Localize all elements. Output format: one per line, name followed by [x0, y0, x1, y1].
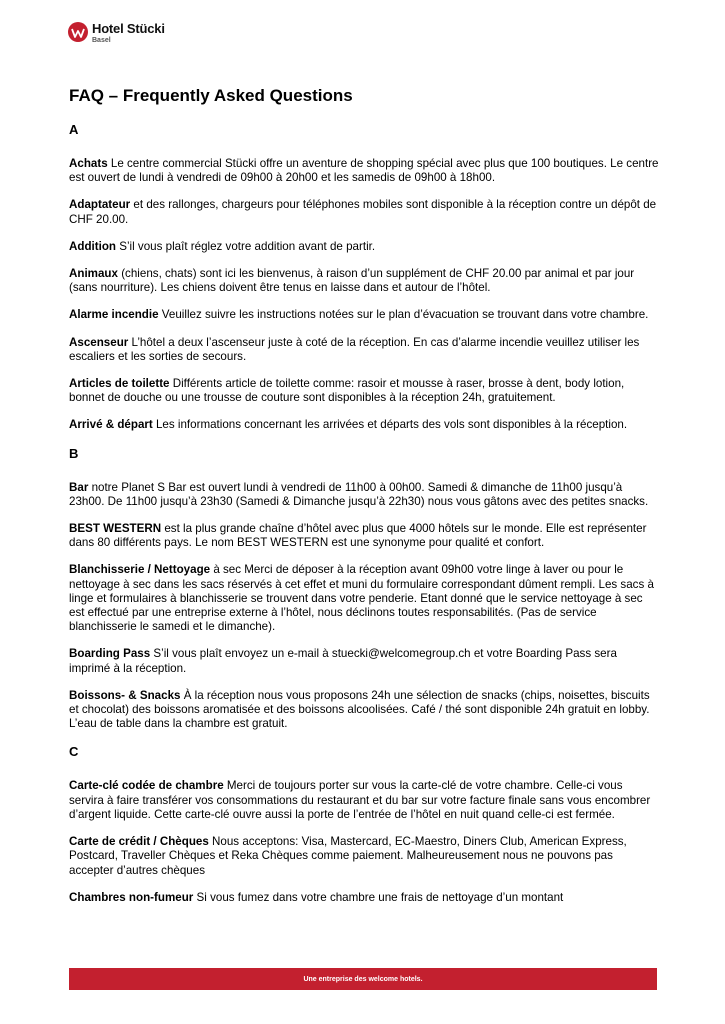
faq-entry: [69, 418, 659, 432]
faq-term: Addition: [69, 239, 117, 253]
faq-text: S’il vous plaît réglez votre addition avant de partir.: [116, 239, 376, 253]
faq-entry: [69, 835, 659, 878]
section-letter: C: [69, 744, 79, 760]
faq-entry: [69, 157, 659, 185]
hotel-logo: [68, 22, 165, 44]
faq-term: Boarding Pass: [69, 647, 151, 661]
faq-entry: [69, 522, 659, 550]
faq-term: Chambres non-fumeur: [69, 890, 194, 904]
faq-text: S’il vous plaît envoyez un e-mail à stuecki@welcomegroup.ch et votre Boarding Pass sera imprimé à la réception.: [69, 647, 617, 675]
faq-text: notre Planet S Bar est ouvert lundi à vendredi de 11h00 à 00h00. Samedi & dimanche de 11h00 jusqu’à 23h00. De 11h00 jusqu’à 23h30 (Samedi & Dimanche jusqu’à 22h30) nous vous gâtons avec des petites snacks.: [69, 480, 649, 508]
faq-text: Nous acceptons: Visa, Mastercard, EC-Maestro, Diners Club, American Express, Postcard, Traveller Chèques et Reka Chèques comme paiement. Malheureusement nous ne pouvons pas accepter d’autres chèques: [69, 835, 627, 877]
faq-text: Veuillez suivre les instructions notées sur le plan d’évacuation se trouvant dans votre chambre.: [158, 308, 649, 322]
hotel-name: Hotel Stücki: [92, 21, 165, 36]
section-letter: B: [69, 445, 79, 461]
faq-text: Merci de toujours porter sur vous la carte-clé de votre chambre. Celle-ci vous servira à faire transférer vos consommations du restaurant et du bar sur votre facture finale sans vous encombrer d’argent liquide. Cette carte-clé ouvre aussi la porte de l’entrée de l’hôtel en nuit quand celle-ci est fermée.: [69, 779, 651, 821]
faq-entry: [69, 377, 659, 405]
faq-entry: [69, 267, 659, 295]
faq-term: Ascenseur: [69, 335, 129, 349]
faq-term: Adaptateur: [69, 198, 131, 212]
faq-text: À la réception nous vous proposons 24h une sélection de snacks (chips, noisettes, biscuits et chocolat) des boissons aromatisée et des boissons alcoolisées. Café / thé sont disponible 24h gratuit en lobby. L’eau de table dans la chambre est gratuit.: [69, 688, 650, 731]
faq-text: L’hôtel a deux l’ascenseur juste à coté de la réception. En cas d’alarme incendie veuillez utiliser les escaliers et les sorties de secours.: [69, 335, 640, 363]
faq-text: à sec Merci de déposer à la réception avant 09h00 votre linge à laver ou pour le nettoyage à sec dans les sacs réservés à cet effet et muni du formulaire correspondant dûment rempli. Les sacs à linge et formulaires à blanchisserie se trouvent dans votre penderie. Etant donné que le service nettoyage à sec est effectué par une entreprise externe à l’hôtel, nous déclinons toutes responsabilités. (Pas de service blanchisserie le samedi et le dimanche).: [69, 563, 654, 634]
faq-term: Alarme incendie: [69, 308, 159, 322]
faq-term: Boissons- & Snacks: [69, 688, 181, 702]
faq-term: Bar: [69, 480, 89, 494]
faq-term: Articles de toilette: [69, 377, 170, 391]
faq-text: Différents article de toilette comme: rasoir et mousse à raser, brosse à dent, body lotion, bonnet de douche ou une trousse de couture sont disponibles à la réception 24h, gratuitement.: [69, 377, 625, 405]
faq-text: Le centre commercial Stücki offre un aventure de shopping spécial avec plus que 100 boutiques. Le centre est ouvert de lundi à vendredi de 09h00 à 20h00 et les samedis de 09h00 à 18h00.: [69, 157, 659, 185]
faq-content: [69, 86, 659, 905]
faq-entry: [69, 779, 659, 822]
faq-entry: [69, 198, 659, 226]
faq-entry: [69, 563, 659, 634]
faq-term: Carte-clé codée de chambre: [69, 779, 224, 793]
faq-term: Blanchisserie / Nettoyage: [69, 563, 211, 577]
faq-text: et des rallonges, chargeurs pour téléphones mobiles sont disponible à la réception contre un dépôt de CHF 20.00.: [69, 198, 657, 226]
faq-entry: [69, 308, 659, 322]
faq-term: Arrivé & départ: [69, 418, 153, 432]
hotel-city: Basel: [92, 37, 111, 44]
faq-term: Animaux: [69, 267, 118, 281]
faq-entry: [69, 647, 659, 675]
faq-text: Si vous fumez dans votre chambre une frais de nettoyage d’un montant: [193, 890, 564, 904]
footer-banner: [69, 968, 657, 990]
footer-text: Une entreprise des welcome hotels.: [303, 975, 423, 983]
faq-entry: [69, 891, 659, 905]
faq-entry: [69, 240, 659, 254]
section-letter: A: [69, 122, 79, 137]
faq-entry: [69, 336, 659, 364]
hotel-logo-icon: [68, 22, 88, 42]
faq-text: (chiens, chats) sont ici les bienvenus, à raison d’un supplément de CHF 20.00 par animal et par jour (sans nourriture). Les chiens doivent être tenus en laisse dans et autour de l’hôtel.: [69, 267, 635, 295]
page-title: FAQ – Frequently Asked Questions: [69, 86, 353, 105]
faq-entry: [69, 481, 659, 509]
faq-term: Carte de crédit / Chèques: [69, 835, 209, 849]
faq-term: Achats: [69, 157, 108, 170]
faq-term: BEST WESTERN: [69, 522, 162, 536]
faq-text: Les informations concernant les arrivées et départs des vols sont disponibles à la réception.: [152, 418, 628, 432]
faq-entry: [69, 689, 659, 732]
faq-text: est la plus grande chaîne d’hôtel avec plus que 4000 hôtels sur le monde. Elle est représenter dans 80 différents pays. Le nom BEST WESTERN est une synonyme pour qualité et confort.: [69, 522, 647, 550]
